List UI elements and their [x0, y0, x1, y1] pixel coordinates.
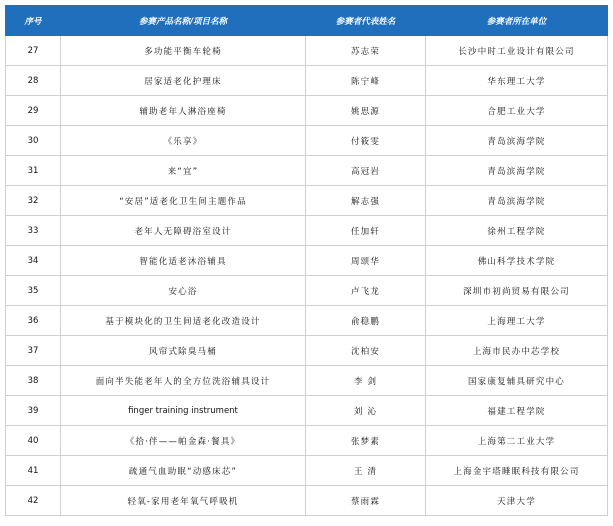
- cell-representative: 付筱雯: [306, 126, 426, 156]
- cell-product-name: 老年人无障碍浴室设计: [61, 216, 306, 246]
- cell-representative: 卢飞龙: [306, 276, 426, 306]
- cell-organization: 青岛滨海学院: [426, 126, 608, 156]
- cell-index: 27: [6, 36, 61, 66]
- cell-index: 32: [6, 186, 61, 216]
- cell-organization: 徐州工程学院: [426, 216, 608, 246]
- cell-representative: 李 剑: [306, 366, 426, 396]
- table-row: [6, 66, 608, 96]
- table-body: [6, 36, 608, 516]
- cell-index: 39: [6, 396, 61, 426]
- cell-organization: 天津大学: [426, 486, 608, 516]
- table-row: [6, 246, 608, 276]
- cell-representative: 张梦素: [306, 426, 426, 456]
- cell-product-name: 辅助老年人淋浴座椅: [61, 96, 306, 126]
- table-row: [6, 366, 608, 396]
- table-row: [6, 96, 608, 126]
- cell-product-name: 《拾·伴——帕金森·餐具》: [61, 426, 306, 456]
- cell-index: 29: [6, 96, 61, 126]
- cell-representative: 高冠岩: [306, 156, 426, 186]
- header-product-name: 参赛产品名称/项目名称: [61, 6, 306, 36]
- table-row: [6, 426, 608, 456]
- cell-product-name: 居家适老化护理床: [61, 66, 306, 96]
- cell-organization: 青岛滨海学院: [426, 156, 608, 186]
- cell-index: 42: [6, 486, 61, 516]
- table-row: [6, 306, 608, 336]
- cell-index: 28: [6, 66, 61, 96]
- table-row: [6, 486, 608, 516]
- cell-representative: 蔡雨霖: [306, 486, 426, 516]
- cell-product-name: 安心浴: [61, 276, 306, 306]
- cell-index: 35: [6, 276, 61, 306]
- cell-organization: 上海理工大学: [426, 306, 608, 336]
- cell-product-name: 轻氧-家用老年氧气呼吸机: [61, 486, 306, 516]
- header-representative: 参赛者代表姓名: [306, 6, 426, 36]
- cell-product-name: 《乐享》: [61, 126, 306, 156]
- cell-representative: 刘 沁: [306, 396, 426, 426]
- table-row: [6, 456, 608, 486]
- cell-organization: 深圳市初尚贸易有限公司: [426, 276, 608, 306]
- header-index: 序号: [6, 6, 61, 36]
- cell-representative: 任加轩: [306, 216, 426, 246]
- cell-organization: 华东理工大学: [426, 66, 608, 96]
- cell-index: 31: [6, 156, 61, 186]
- cell-organization: 青岛滨海学院: [426, 186, 608, 216]
- cell-representative: 王 清: [306, 456, 426, 486]
- cell-product-name: 基于模块化的卫生间适老化改造设计: [61, 306, 306, 336]
- cell-index: 38: [6, 366, 61, 396]
- cell-organization: 长沙中时工业设计有限公司: [426, 36, 608, 66]
- cell-index: 34: [6, 246, 61, 276]
- cell-representative: 陈宁峰: [306, 66, 426, 96]
- cell-product-name: “安居”适老化卫生间主题作品: [61, 186, 306, 216]
- cell-organization: 合肥工业大学: [426, 96, 608, 126]
- table-row: [6, 216, 608, 246]
- table-row: [6, 126, 608, 156]
- cell-organization: 福建工程学院: [426, 396, 608, 426]
- table-row: [6, 36, 608, 66]
- table-row: [6, 276, 608, 306]
- cell-representative: 姚思源: [306, 96, 426, 126]
- award-table-container: [5, 5, 607, 516]
- cell-product-name: 风帘式除臭马桶: [61, 336, 306, 366]
- cell-index: 40: [6, 426, 61, 456]
- table-row: [6, 336, 608, 366]
- cell-organization: 国家康复辅具研究中心: [426, 366, 608, 396]
- cell-organization: 上海金宇塔睡眠科技有限公司: [426, 456, 608, 486]
- cell-index: 41: [6, 456, 61, 486]
- cell-representative: 解志强: [306, 186, 426, 216]
- table-header-row: [6, 6, 608, 36]
- cell-representative: 苏志荣: [306, 36, 426, 66]
- cell-product-name: 面向半失能老年人的全方位洗浴辅具设计: [61, 366, 306, 396]
- cell-index: 33: [6, 216, 61, 246]
- header-organization: 参赛者所在单位: [426, 6, 608, 36]
- award-table: [5, 5, 608, 516]
- cell-index: 30: [6, 126, 61, 156]
- cell-representative: 周颂华: [306, 246, 426, 276]
- cell-organization: 上海市民办中芯学校: [426, 336, 608, 366]
- cell-index: 37: [6, 336, 61, 366]
- cell-product-name: finger training instrument: [61, 396, 306, 426]
- cell-index: 36: [6, 306, 61, 336]
- cell-representative: 俞稳鹏: [306, 306, 426, 336]
- cell-organization: 佛山科学技术学院: [426, 246, 608, 276]
- cell-organization: 上海第二工业大学: [426, 426, 608, 456]
- table-row: [6, 186, 608, 216]
- cell-product-name: 多功能平衡车轮椅: [61, 36, 306, 66]
- cell-representative: 沈柏安: [306, 336, 426, 366]
- cell-product-name: 智能化适老沐浴辅具: [61, 246, 306, 276]
- table-row: [6, 396, 608, 426]
- cell-product-name: 来“宜”: [61, 156, 306, 186]
- cell-product-name: 疏通气血助眠“动感床芯”: [61, 456, 306, 486]
- table-row: [6, 156, 608, 186]
